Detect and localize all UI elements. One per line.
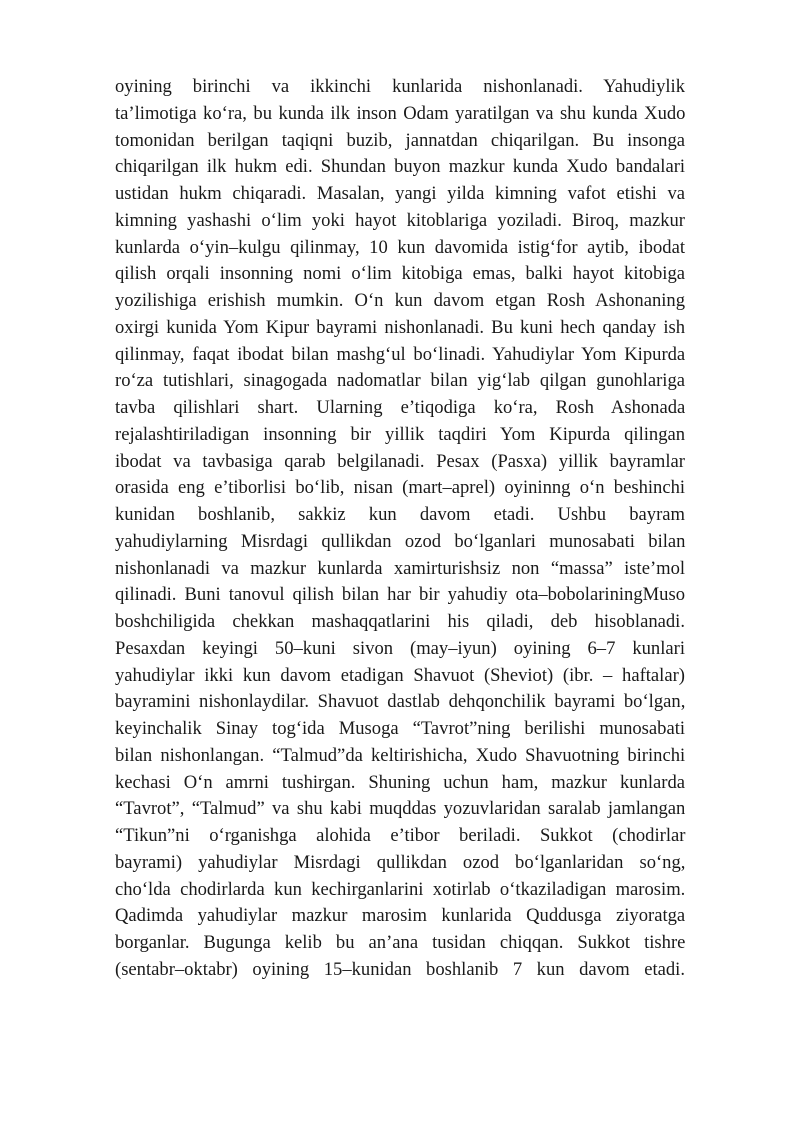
text-line: kunidan boshlanib, sakkiz kun davom etadi. Ushbu bayram [115,504,685,525]
text-line: chiqarilgan ilk hukm edi. Shundan buyon mazkur kunda Xudo bandalari [115,156,686,178]
text-line: (sentabr–oktabr) oyining 15–kunidan boshlanib 7 kun davom etadi. [115,958,685,980]
text-line: oyining birinchi va ikkinchi kunlarida nishonlanadi. Yahudiylik [115,76,686,97]
text-line: qilinadi. Buni tanovul qilish bilan har bir yahudiy ota–bobolariningMuso [115,584,685,606]
text-line: ustidan hukm chiqaradi. Masalan, yangi yilda kimning vafot etishi va [115,183,685,204]
text-line: tomonidan berilgan taqiqni buzib, jannatdan chiqarilgan. Bu insonga [115,129,685,151]
text-line: borganlar. Bugunga kelib bu an’ana tusidan chiqqan. Sukkot tishre [115,932,686,953]
text-line: “Tikun”ni o‘rganishga alohida e’tibor beriladi. Sukkot (chodirlar [115,825,686,846]
text-line: yahudiylar ikki kun davom etadigan Shavuot (Sheviot) (ibr. – haftalar) [115,664,685,686]
text-line: cho‘lda chodirlarda kun kechirganlarini xotirlab o‘tkaziladigan marosim. [115,878,686,900]
text-line: boshchiligida chekkan mashaqqatlarini his qiladi, deb hisoblanadi. [115,611,685,632]
text-line: oxirgi kunida Yom Kipur bayrami nishonlanadi. Bu kuni hech qanday ish [115,316,686,338]
text-line: yozilishiga erishish mumkin. O‘n kun davom etgan Rosh Ashonaning [115,290,686,311]
text-line: kunlarda o‘yin–kulgu qilinmay, 10 kun davomida istig‘for aytib, ibodat [115,236,685,258]
text-line: nishonlanadi va mazkur kunlarda xamirturishsiz non “massa” iste’mol [115,557,686,579]
text-line: bilan nishonlangan. “Talmud”da keltirishicha, Xudo Shavuotning birinchi [115,744,686,766]
text-line: ibodat va tavbasiga qarab belgilanadi. Pesax (Pasxa) yillik bayramlar [115,450,685,472]
text-line: qilish orqali insonning nomi o‘lim kitobiga emas, balki hayot kitobiga [115,263,685,285]
text-line: orasida eng e’tiborlisi bo‘lib, nisan (mart–aprel) oyininng o‘n beshinchi [115,477,686,499]
text-line: keyinchalik Sinay tog‘ida Musoga “Tavrot”ning berilishi munosabati [115,718,686,739]
text-line: qilinmay, faqat ibodat bilan mashg‘ul bo‘linadi. Yahudiylar Yom Kipurda [115,343,686,365]
body-paragraph [115,74,685,984]
text-line: Qadimda yahudiylar mazkur marosim kunlarida Quddusga ziyoratga [115,905,686,927]
text-line: ro‘za tutishlari, sinagogada nadomatlar bilan yig‘lab qilgan gunohlariga [115,370,685,392]
text-line: tavba qilishlari shart. Ularning e’tiqodiga ko‘ra, Rosh Ashonada [115,397,686,418]
text-line: Pesaxdan keyingi 50–kuni sivon (may–iyun) oyining 6–7 kunlari [115,637,685,659]
text-line: ta’limotiga ko‘ra, bu kunda ilk inson Odam yaratilgan va shu kunda Xudo [115,102,686,124]
text-line: bayrami) yahudiylar Misrdagi qullikdan ozod bo‘lganlaridan so‘ng, [115,851,686,873]
text-line: yahudiylarning Misrdagi qullikdan ozod bo‘lganlari munosabati bilan [115,530,686,552]
text-line: rejalashtiriladigan insonning bir yillik taqdiri Yom Kipurda qilingan [115,423,686,445]
text-line: kimning yashashi o‘lim yoki hayot kitoblariga yoziladi. Biroq, mazkur [115,209,685,231]
text-line: bayramini nishonlaydilar. Shavuot dastlab dehqonchilik bayrami bo‘lgan, [115,691,686,713]
text-line: kechasi O‘n amrni tushirgan. Shuning uchun ham, mazkur kunlarda [115,771,685,793]
text-line: “Tavrot”, “Talmud” va shu kabi muqddas yozuvlaridan saralab jamlangan [115,798,686,820]
